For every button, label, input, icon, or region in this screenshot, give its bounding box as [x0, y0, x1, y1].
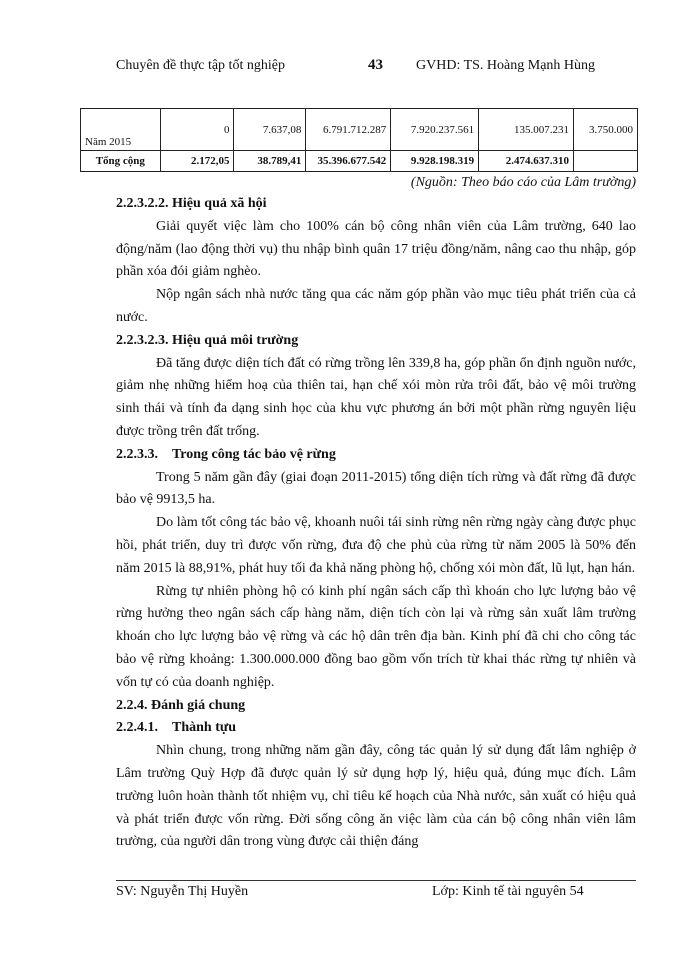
footer-student: SV: Nguyễn Thị Huyền: [116, 884, 249, 899]
page-number: 43: [368, 57, 383, 73]
table-cell: 9.928.198.319: [391, 151, 479, 172]
paragraph: Giải quyết việc làm cho 100% cán bộ công nhân viên của Lâm trường, 640 lao động/năm (lao động thời vụ) thu nhập bình quân 17 triệu đồng/năm, nâng cao thu nhập, góp phần xóa đói giảm nghèo.: [116, 218, 636, 280]
section-heading: 2.2.3.2.3. Hiệu quả môi trường: [116, 332, 299, 348]
section-heading: [116, 717, 636, 740]
table-cell: [574, 151, 638, 172]
header-supervisor: GVHD: TS. Hoàng Mạnh Hùng: [416, 58, 596, 73]
data-table: [80, 108, 638, 172]
table-cell: 38.789,41: [234, 151, 306, 172]
section-number: 2.2.3.3.: [116, 446, 158, 462]
table-cell: 2.474.637.310: [479, 151, 574, 172]
table-cell: 7.637,08: [234, 109, 306, 151]
page-header: [116, 58, 616, 80]
table-cell: 135.007.231: [479, 109, 574, 151]
row-label: Năm 2015: [81, 109, 161, 151]
row-label: Tổng cộng: [81, 151, 161, 172]
section-title: Trong công tác bảo vệ rừng: [172, 446, 336, 462]
footer-class: Lớp: Kinh tế tài nguyên 54: [432, 884, 584, 899]
section-heading: 2.2.3.2.2. Hiệu quả xã hội: [116, 196, 267, 211]
footer-divider: [116, 880, 636, 881]
source-note: (Nguồn: Theo báo cáo của Lâm trường): [410, 175, 636, 190]
section-heading: [116, 444, 636, 467]
section-number: 2.2.4.1.: [116, 720, 158, 736]
table-cell: 3.750.000: [574, 109, 638, 151]
paragraph: Rừng tự nhiên phòng hộ có kinh phí ngân sách cấp thì khoán cho lực lượng bảo vệ rừng hưởng theo ngân sách cấp hàng năm, diện tích còn lại và rừng sản xuất lâm trường khoán cho lực lượng bảo vệ rừng và các hộ dân trên địa bàn. Kinh phí đã chi cho công tác bảo vệ rừng khoảng: 1.300.000.000 đồng bao gồm vốn trích từ khai thác rừng tự nhiên và vốn tự có của doanh nghiệp.: [116, 583, 636, 690]
section-title: Thành tựu: [172, 720, 237, 736]
table-cell: 35.396.677.542: [306, 151, 391, 172]
table-row-total: [81, 151, 638, 172]
table-cell: 0: [160, 109, 234, 151]
section-heading: 2.2.4. Đánh giá chung: [116, 697, 246, 713]
paragraph: Đã tăng được diện tích đất có rừng trồng lên 339,8 ha, góp phần ổn định nguồn nước, giảm nhẹ những hiểm hoạ của thiên tai, hạn chế xói mòn rửa trôi đất, bảo vệ môi trường sinh thái và tính đa dạng sinh học của khu vực phương án bởi một phần rừng nguyên liệu được trồng trên đất trống.: [116, 355, 636, 439]
table-row: [81, 109, 638, 151]
table-cell: 6.791.712.287: [306, 109, 391, 151]
paragraph: Do làm tốt công tác bảo vệ, khoanh nuôi tái sinh rừng nên rừng ngày càng được phục hồi, phát triển, duy trì được vốn rừng, đưa độ che phủ của rừng từ năm 2005 là 50% đến năm 2015 là 88,91%, phát huy tối đa khả năng phòng hộ, chống xói mòn đất, lũ lụt, hạn hán.: [116, 515, 636, 576]
paragraph: Trong 5 năm gần đây (giai đoạn 2011-2015) tổng diện tích rừng và đất rừng đã được bảo vệ 9913,5 ha.: [116, 469, 636, 508]
header-report-title: Chuyên đề thực tập tốt nghiệp: [116, 58, 285, 73]
table-cell: 7.920.237.561: [391, 109, 479, 151]
main-content: [116, 193, 636, 854]
paragraph: Nộp ngân sách nhà nước tăng qua các năm góp phần vào mục tiêu phát triển của cả nước.: [116, 287, 636, 325]
table-cell: 2.172,05: [160, 151, 234, 172]
paragraph: Nhìn chung, trong những năm gần đây, công tác quản lý sử dụng đất lâm nghiệp ở Lâm trường Quỳ Hợp đã được quản lý sử dụng hợp lý, hiệu quả, đúng mục đích. Lâm trường luôn hoàn thành tốt nhiệm vụ, chỉ tiêu kế hoạch của Nhà nước, sản xuất có hiệu quả và phát triển được vốn rừng. Đời sống công ăn việc làm của cán bộ công nhân viên lâm trường, của người dân trong vùng được cải thiện đáng: [116, 743, 636, 850]
